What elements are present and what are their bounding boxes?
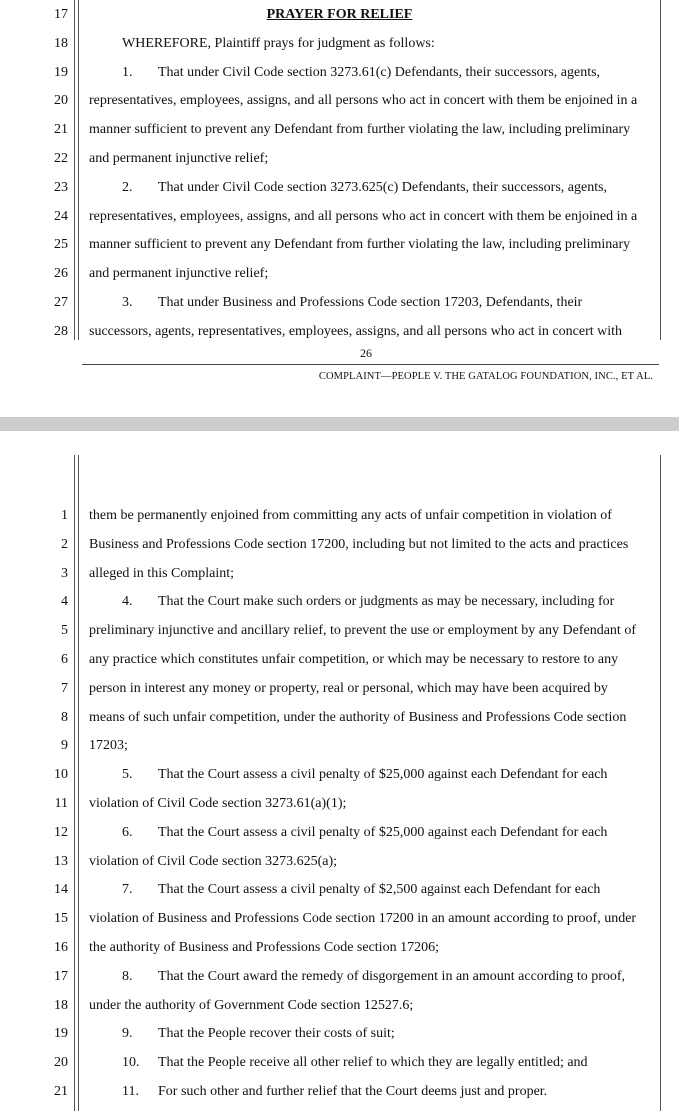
- body-text-line: representatives, employees, assigns, and all persons who act in concert with them be enjoined in a: [89, 93, 638, 109]
- body-text-line: That under Civil Code section 3273.625(c) Defendants, their successors, agents,: [158, 179, 608, 195]
- body-text-line: the authority of Business and Professions Code section 17206;: [89, 940, 439, 955]
- page-26: [0, 0, 679, 417]
- body-text-line: and permanent injunctive relief;: [89, 151, 269, 166]
- paragraph-number: 7.: [122, 882, 133, 898]
- paragraph-number: 5.: [122, 767, 133, 783]
- body-text-line: person in interest any money or property, real or personal, which may have been acquired by: [89, 680, 608, 696]
- body-text-line: them be permanently enjoined from committing any acts of unfair competition in violation of: [89, 508, 612, 523]
- body-text-line: That under Civil Code section 3273.61(c) Defendants, their successors, agents,: [158, 64, 601, 80]
- body-text-line: preliminary injunctive and ancillary relief, to prevent the use or employment by any Defendant of: [89, 623, 636, 639]
- line-number: 16: [54, 940, 68, 955]
- body-text-line: That the Court assess a civil penalty of $25,000 against each Defendant for each: [158, 767, 608, 783]
- paragraph-number: 1.: [122, 64, 133, 80]
- right-margin-rule: [660, 455, 661, 1111]
- body-text-line: any practice which constitutes unfair competition, or which may be necessary to restore to any: [89, 652, 619, 667]
- paragraph-number: 10.: [122, 1055, 140, 1071]
- paragraph-number: 3.: [122, 295, 133, 310]
- line-number: 4: [61, 594, 68, 610]
- line-number: 17: [54, 7, 68, 22]
- paragraph-number: 9.: [122, 1026, 133, 1042]
- line-number: 20: [54, 93, 68, 109]
- body-text-line: That the People recover their costs of suit;: [158, 1026, 395, 1042]
- line-number: 3: [61, 565, 68, 581]
- line-number: 22: [54, 151, 68, 166]
- body-text-line: That the Court assess a civil penalty of $25,000 against each Defendant for each: [158, 824, 608, 840]
- line-number: 19: [54, 1026, 68, 1042]
- section-title: PRAYER FOR RELIEF: [266, 7, 413, 22]
- paragraph-number: 4.: [122, 594, 133, 610]
- line-number: 10: [54, 767, 68, 783]
- body-text-line: violation of Civil Code section 3273.625(a);: [89, 853, 338, 869]
- line-number: 24: [54, 208, 68, 224]
- body-text-line: Business and Professions Code section 17200, including but not limited to the acts and practices: [89, 536, 629, 552]
- left-margin-rule: [74, 455, 75, 1111]
- line-number: 6: [61, 652, 68, 667]
- body-text-line: 17203;: [89, 738, 128, 754]
- line-number: 25: [54, 237, 68, 253]
- left-margin-rule: [78, 455, 79, 1111]
- body-text-line: That under Business and Professions Code section 17203, Defendants, their: [158, 295, 583, 310]
- body-text-line: That the People receive all other relief to which they are legally entitled; and: [158, 1055, 588, 1071]
- line-number: 18: [54, 35, 68, 51]
- footer-caption: COMPLAINT—PEOPLE V. THE GATALOG FOUNDATION, INC., ET AL.: [318, 371, 653, 382]
- line-number: 13: [54, 853, 68, 869]
- line-number: 21: [54, 122, 68, 138]
- line-number: 17: [54, 968, 68, 984]
- line-number: 26: [54, 266, 68, 282]
- paragraph-number: 11.: [122, 1084, 139, 1099]
- left-margin-rule: [78, 0, 79, 340]
- body-text-line: representatives, employees, assigns, and all persons who act in concert with them be enjoined in a: [89, 208, 638, 224]
- line-number: 2: [61, 536, 68, 552]
- line-number: 19: [54, 64, 68, 80]
- body-text-line: That the Court make such orders or judgments as may be necessary, including for: [158, 594, 615, 610]
- paragraph-number: 2.: [122, 179, 133, 195]
- line-number: 20: [54, 1055, 68, 1071]
- line-number: 28: [54, 323, 68, 339]
- line-number: 27: [54, 295, 68, 310]
- body-text-line: and permanent injunctive relief;: [89, 266, 269, 282]
- line-number: 7: [61, 680, 68, 696]
- line-number: 14: [54, 882, 68, 898]
- body-text-line: violation of Civil Code section 3273.61(a)(1);: [89, 796, 347, 811]
- body-text-line: means of such unfair competition, under the authority of Business and Professions Code section: [89, 709, 627, 725]
- line-number: 12: [54, 824, 68, 840]
- body-text-line: violation of Business and Professions Code section 17200 in an amount according to proof, under: [89, 911, 637, 927]
- line-number: 23: [54, 179, 68, 195]
- left-margin-rule: [74, 0, 75, 340]
- body-text-line: successors, agents, representatives, employees, assigns, and all persons who act in concert with: [89, 323, 623, 339]
- right-margin-rule: [660, 0, 661, 340]
- page-number: 26: [360, 346, 372, 360]
- line-number: 15: [54, 911, 68, 927]
- line-number: 18: [54, 997, 68, 1013]
- line-number: 1: [61, 508, 68, 523]
- paragraph-number: 6.: [122, 824, 133, 840]
- body-text-line: WHEREFORE, Plaintiff prays for judgment as follows:: [122, 35, 435, 51]
- body-text-line: manner sufficient to prevent any Defendant from further violating the law, including preliminary: [89, 122, 631, 138]
- body-text-line: under the authority of Government Code section 12527.6;: [89, 997, 414, 1013]
- paragraph-number: 8.: [122, 968, 133, 984]
- body-text-line: That the Court award the remedy of disgorgement in an amount according to proof,: [158, 968, 626, 984]
- line-number: 21: [54, 1084, 68, 1099]
- body-text-line: For such other and further relief that the Court deems just and proper.: [158, 1084, 548, 1099]
- body-text-line: manner sufficient to prevent any Defendant from further violating the law, including preliminary: [89, 237, 631, 253]
- line-number: 11: [54, 796, 68, 811]
- line-number: 9: [61, 738, 68, 754]
- line-number: 8: [61, 709, 68, 725]
- line-number: 5: [61, 623, 68, 639]
- page-27: [0, 431, 679, 1111]
- body-text-line: That the Court assess a civil penalty of $2,500 against each Defendant for each: [158, 882, 601, 898]
- footer-rule: [82, 364, 659, 365]
- page-separator: [0, 417, 679, 431]
- body-text-line: alleged in this Complaint;: [89, 565, 235, 581]
